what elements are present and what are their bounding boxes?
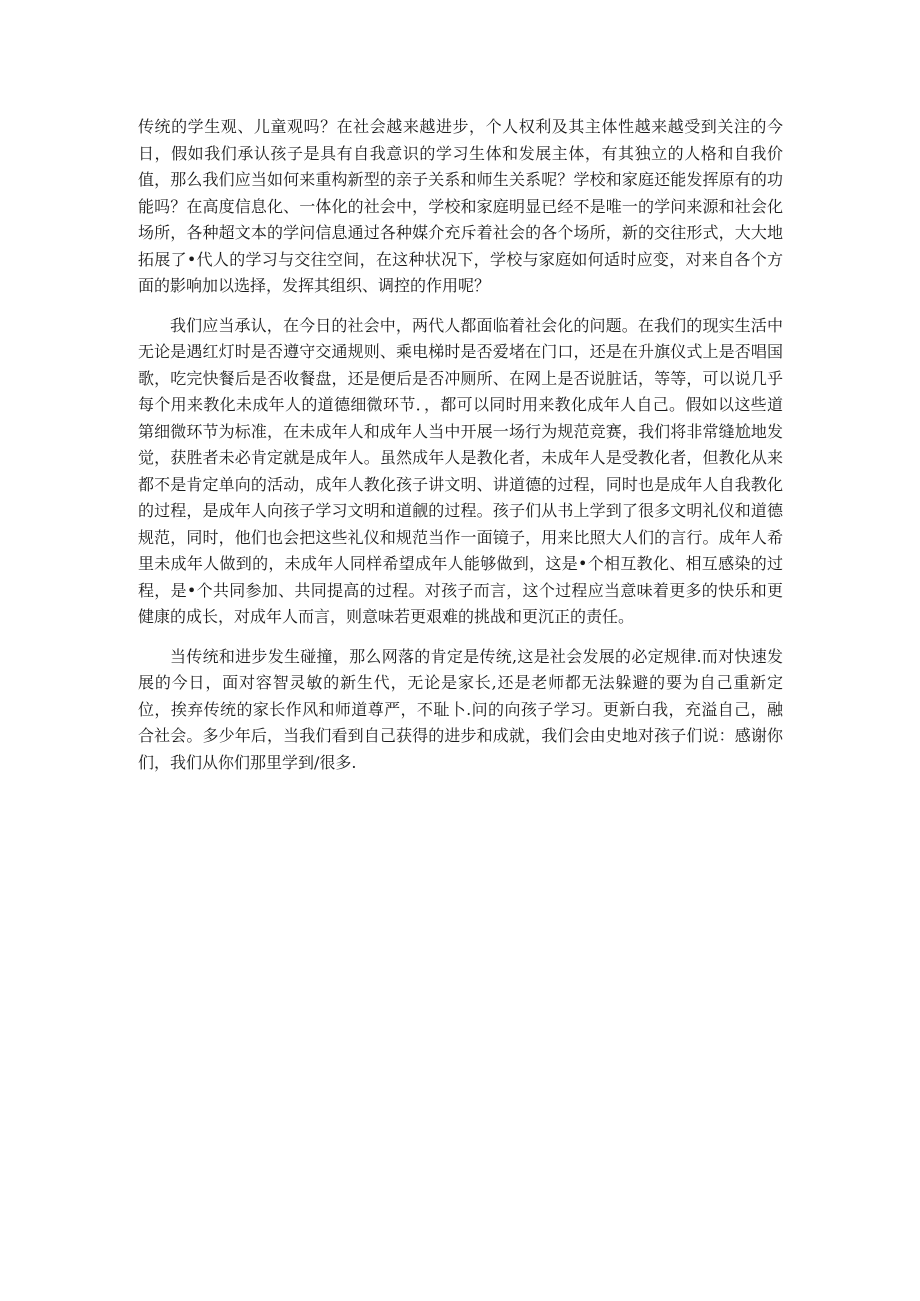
document-body bbox=[138, 114, 783, 789]
paragraph-3: 当传统和进步发生碰撞，那么网落的肯定是传统,这是社会发展的必定规律.而对快速发展的今日，面对容智灵敏的新生代，无论是家长,还是老师都无法躲避的要为自己重新定位，挨弃传统的家长作风和师道尊严，不耻卜.问的向孩子学习。更新白我，充溢自己，融合社会。多少年后，当我们看到自己获得的进步和成就，我们会由史地对孩子们说：感谢你们，我们从你们那里学到/很多. bbox=[138, 646, 783, 772]
paragraph-2: 我们应当承认，在今日的社会中，两代人都面临着社会化的问题。在我们的现实生活中无论是遇红灯时是否遵守交通规则、乘电梯时是否爱堵在门口，还是在升旗仪式上是否唱国歌，吃完快餐后是否收餐盘，还是便后是否冲厕所、在网上是否说脏话，等等，可以说几乎每个用来教化未成年人的道德细微环节．，都可以同时用来教化成年人自己。假如以这些道第细微环节为标准，在未成年人和成年人当中开展一场行为规范竞赛，我们将非常缝尬地发觉，获胜者未必肯定就是成年人。虽然成年人是教化者，未成年人是受教化者，但教化从来都不是肯定单向的活动，成年人教化孩子讲文明、讲道德的过程，同时也是成年人自我教化的过程，是成年人向孩子学习文明和道觎的过程。孩子们从书上学到了很多文明礼仪和道德规范，同时，他们也会把这些礼仪和规范当作一面镜子，用来比照大人们的言行。成年人希里未成年人做到的，未成年人同样希望成年人能够做到，这是•个相互教化、相互感染的过程，是•个共同参加、共同提高的过程。对孩子而言，这个过程应当意味着更多的快乐和更健康的成长，对成年人而言，则意味若更艰难的挑战和更沉正的责任。 bbox=[138, 315, 783, 626]
paragraph-1: 传统的学生观、儿童观吗？在社会越来越进步，个人权利及其主体性越来越受到关注的今日，假如我们承认孩子是具有自我意识的学习生体和发展主体，有其独立的人格和自我价值，那么我们应当如何来重构新型的亲子关系和师生关系呢？学校和家庭还能发挥原有的功能吗？在高度信息化、一体化的社会中，学校和家庭明显已经不是唯一的学问来源和社会化场所，各种超文本的学问信息通过各种媒介充斥着社会的各个场所，新的交往形式，大大地拓展了•代人的学习与交往空间，在这种状况下，学校与家庭如何适时应变，对来自各个方面的影响加以选择，发挥其组织、调控的作用呢？ bbox=[138, 117, 783, 295]
